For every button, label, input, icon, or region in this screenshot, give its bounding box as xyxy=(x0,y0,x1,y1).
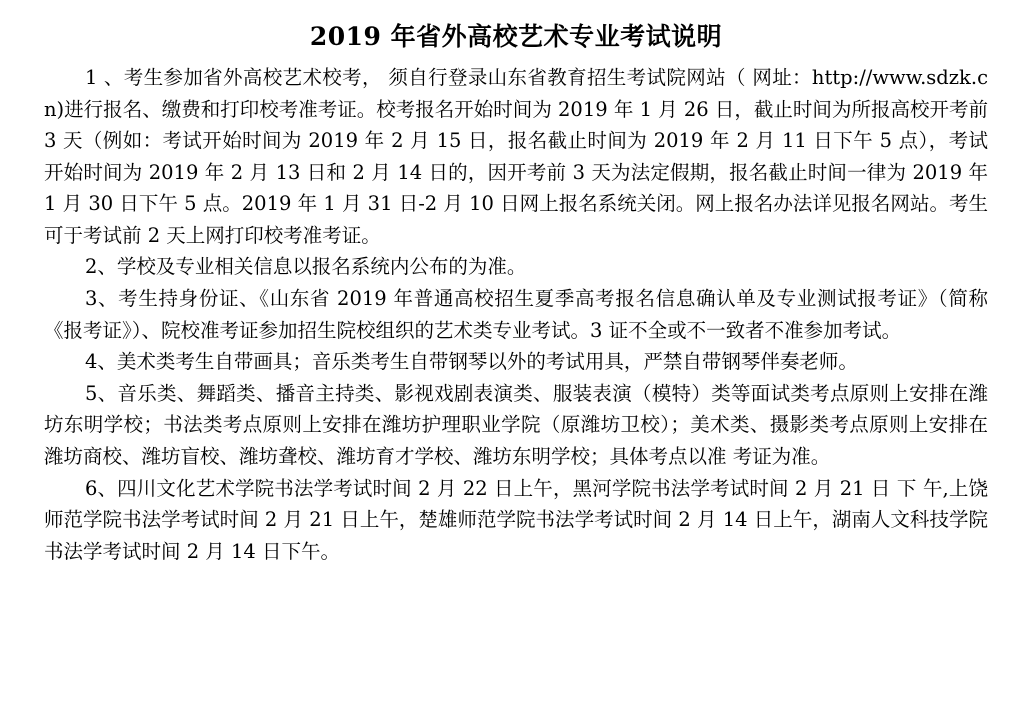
paragraph-1: 1 、考生参加省外高校艺术校考， 须自行登录山东省教育招生考试院网站（ 网址：http://www.sdzk.cn)进行报名、缴费和打印校考准考证。校考报名开始时间为 2019 年 1 月 26 日，截止时间为所报高校开考前 3 天（例如：考试开始时间为 2019 年 2 月 15 日，报名截止时间为 2019 年 2 月 11 日下午 5 点），考试开始时间为 2019 年 2 月 13 日和 2 月 14 日的，因开考前 3 天为法定假期，报名截止时间一律为 2019 年 1 月 30 日下午 5 点。2019 年 1 月 31 日-2 月 10 日网上报名系统关闭。网上报名办法详见报名网站。考生可于考试前 2 天上网打印校考准考证。 xyxy=(44,66,988,247)
paragraph-6: 6、四川文化艺术学院书法学考试时间 2 月 22 日上午，黑河学院书法学考试时间 2 月 21 日 下 午,上饶师范学院书法学考试时间 2 月 21 日上午，楚雄师范学院书法学考试时间 2 月 14 日上午，湖南人文科技学院书法学考试时间 2 月 14 日下午。 xyxy=(44,476,988,563)
paragraph-2: 2、学校及专业相关信息以报名系统内公布的为准。 xyxy=(84,255,527,279)
page-title: 2019 年省外高校艺术专业考试说明 xyxy=(309,22,723,51)
paragraph-4: 4、美术类考生自带画具；音乐类考生自带钢琴以外的考试用具，严禁自带钢琴伴奏老师。 xyxy=(84,350,858,374)
paragraph-3: 3、考生持身份证、《山东省 2019 年普通高校招生夏季高考报名信息确认单及专业测试报考证》（简称《报考证》）、院校准考证参加招生院校组织的艺术类专业考试。3 证不全或不一致者不准参加考试。 xyxy=(44,287,988,342)
paragraph-5: 5、音乐类、舞蹈类、播音主持类、影视戏剧表演类、服装表演（模特）类等面试类考点原则上安排在潍坊东明学校；书法类考点原则上安排在潍坊护理职业学院（原潍坊卫校）；美术类、摄影类考点原则上安排在潍坊商校、潍坊盲校、潍坊聋校、潍坊育才学校、潍坊东明学校；具体考点以准 考证为准。 xyxy=(44,381,988,468)
